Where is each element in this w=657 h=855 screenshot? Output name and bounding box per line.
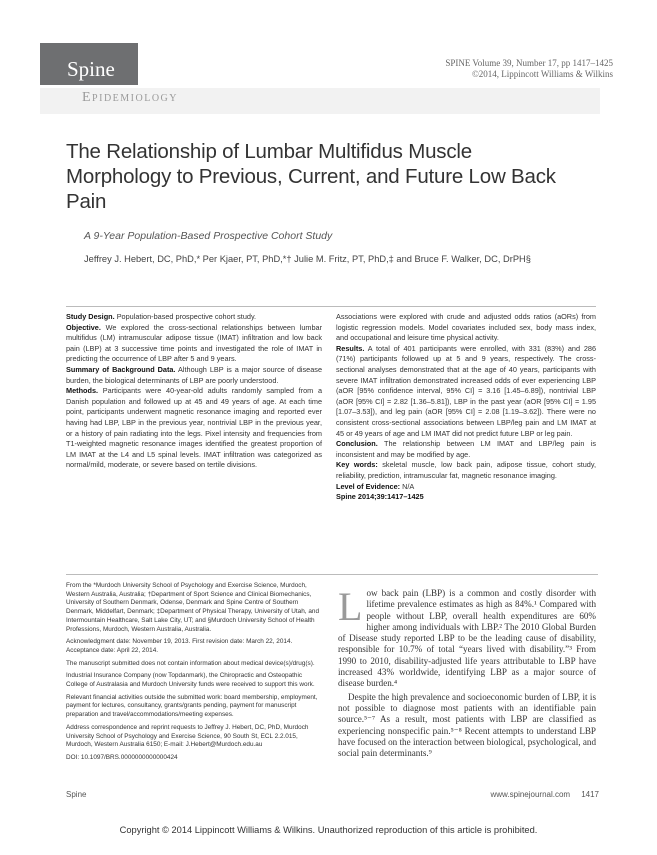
section-label: Epidemiology <box>82 90 178 105</box>
body-text-column <box>338 584 596 759</box>
abstract-top-rule <box>66 306 596 307</box>
footer-page-info: www.spinejournal.com 1417 <box>490 790 599 799</box>
abstract-conclusion: Conclusion. The relationship between LM IMAT and LBP/leg pain is inconsistent and may be modified by age. <box>336 439 596 459</box>
footer-journal-name: Spine <box>66 790 87 799</box>
affiliation-funds: Industrial Insurance Company (now Topdanmark), the Chiropractic and Osteopathic College of Australasia and Murdoch University funds were received to support this work. <box>66 672 315 689</box>
abstract-left-column <box>66 312 322 471</box>
abstract-background: Summary of Background Data. Although LBP is a major source of disease burden, the biological determinants of LBP are poorly understood. <box>66 364 323 385</box>
abstract-methods: Methods. Participants were 40-year-old adults randomly sampled from a Danish population and followed up at 45 and 49 years of age. At each time point, participants underwent magnetic resonance imaging and reported ever having had LBP, LBP in the previous year, nontrivial LBP in the previous year, or a history of pain radiating into the legs. Pixel intensity and frequencies from T1-weighted magnetic resonance images identified the greatest proportion of LM IMAT at the L4 and L5 spinal levels. IMAT infiltration was categorized as normal/mild, moderate, or severe based on tertile divisions. <box>66 386 322 470</box>
abstract-objective: Objective. We explored the cross-sectional relationships between lumbar multifidus (LM) intramuscular adipose tissue (IMAT) infiltration and low back pain (LBP) at 3 successive time points and investigated the role of IMAT in predicting the occurrence of LBP after 5 and 9 years. <box>66 322 322 364</box>
journal-logo <box>40 43 138 85</box>
journal-volume-line: SPINE Volume 39, Number 17, pp 1417–1425 <box>445 58 613 68</box>
affiliation-dates: Acknowledgment date: November 19, 2013. First revision date: March 22, 2014. Acceptance date: April 22, 2014. <box>66 638 293 654</box>
article-title: The Relationship of Lumbar Multifidus Muscle Morphology to Previous, Current, and Future Low Back Pain <box>66 140 556 213</box>
article-authors: Jeffrey J. Hebert, DC, PhD,* Per Kjaer, PT, PhD,*† Julie M. Fritz, PT, PhD,‡ and Bruce F. Walker, DC, DrPH§ <box>84 254 531 264</box>
abstract-evidence: Level of Evidence: N/A <box>336 481 415 491</box>
logo-text: Spine <box>67 57 115 81</box>
abstract-citation: Spine 2014;39:1417–1425 <box>336 492 424 502</box>
abstract-study-design: Study Design. Population-based prospective cohort study. <box>66 312 257 321</box>
affiliations-column <box>66 582 322 766</box>
abstract-methods-continued: Associations were explored with crude and adjusted odds ratios (aORs) from logistic regression models. Model covariates included sex, body mass index, and occupational and leisure time physical activity. <box>336 312 596 343</box>
body-paragraph-2: Despite the high prevalence and socioeconomic burden of LBP, it is not possible to diagnose most patients with an identifiable pain source.⁵⁻⁷ As a result, most patients with LBP are classified as experiencing nonspecific pain.⁵⁻⁸ Recent attempts to understand LBP have focused on the interaction between biological, psychological, and social pain determinants.⁹ <box>338 691 596 759</box>
abstract-bottom-rule <box>66 574 598 575</box>
affiliation-from: From the *Murdoch University School of Psychology and Exercise Science, Murdoch, Western Australia, Australia; †Department of Sport Science and Clinical Biomechanics, University of Southern Denmark, Odense, Denmark and Spine Centre of Southern Denmark, Middelfart, Denmark; ‡Department of Physical Therapy, University of Utah, and Intermountain Healthcare, Salt Lake City, UT; and §Murdoch University School of Health Professions, Murdoch, Western Australia, Australia. <box>66 582 320 633</box>
affiliation-device: The manuscript submitted does not contain information about medical device(s)/drug(s). <box>66 659 315 667</box>
affiliation-financial: Relevant financial activities outside the submitted work: board membership, employment, payment for lectures, consultancy, grants/grants pending, payment for manuscript preparation and travel/accommodations/meeting expenses. <box>66 693 318 719</box>
abstract-right-column <box>336 312 596 503</box>
article-subtitle: A 9-Year Population-Based Prospective Cohort Study <box>84 230 333 242</box>
journal-copyright-line: ©2014, Lippincott Williams & Wilkins <box>471 69 613 79</box>
abstract-keywords: Key words: skeletal muscle, low back pain, adipose tissue, cohort study, reliability, prediction, intramuscular fat, magnetic resonance imaging. <box>336 460 596 480</box>
body-paragraph-1: Low back pain (LBP) is a common and costly disorder with lifetime prevalence estimates as high as 84%.¹ Compared with people without LBP, overall health expenditures are 60% higher among individuals with LBP.² The 2010 Global Burden of Disease study reported LBP to be the leading cause of disability, responsible for 10.7% of total “years lived with disability.”³ From 1990 to 2010, disability-adjusted life years attributable to LBP have increased 43% worldwide, identifying LBP as a major source of disease burden.⁴ <box>338 584 596 689</box>
abstract-results: Results. A total of 401 participants were enrolled, with 331 (83%) and 286 (71%) participants followed up at 5 and 9 years, respectively. The cross-sectional analyses demonstrated that at the age of 40 years, participants with severe IMAT infiltration demonstrated increased odds of ever experiencing LBP (aOR [95% confidence interval, 95% CI] = 3.16 [1.45–6.89]), nontrivial LBP (aOR [95% CI] = 2.82 [1.36–5.81]), LBP in the past year (aOR [95% CI] = 1.95 [1.07–3.53]), and leg pain (aOR [95% CI] = 2.08 [1.19–3.62]). There were no consistent cross-sectional associations between LBP/leg pain and LM IMAT at 45 or 49 years of age and LM IMAT did not predict future LBP or leg pain. <box>336 343 597 438</box>
copyright-notice: Copyright © 2014 Lippincott Williams & Wilkins. Unauthorized reproduction of this article is prohibited. <box>119 825 538 835</box>
article-doi: DOI: 10.1097/BRS.0000000000000424 <box>66 753 178 761</box>
drop-cap: L <box>338 584 363 629</box>
journal-info <box>445 58 613 80</box>
affiliation-address: Address correspondence and reprint requests to Jeffrey J. Hebert, DC, PhD, Murdoch University School of Psychology and Exercise Science, 90 South St, ECL 2.2.015, Murdoch, Western Australia 6150; E-mail: J.Hebert@Murdoch.edu.au <box>66 723 309 749</box>
